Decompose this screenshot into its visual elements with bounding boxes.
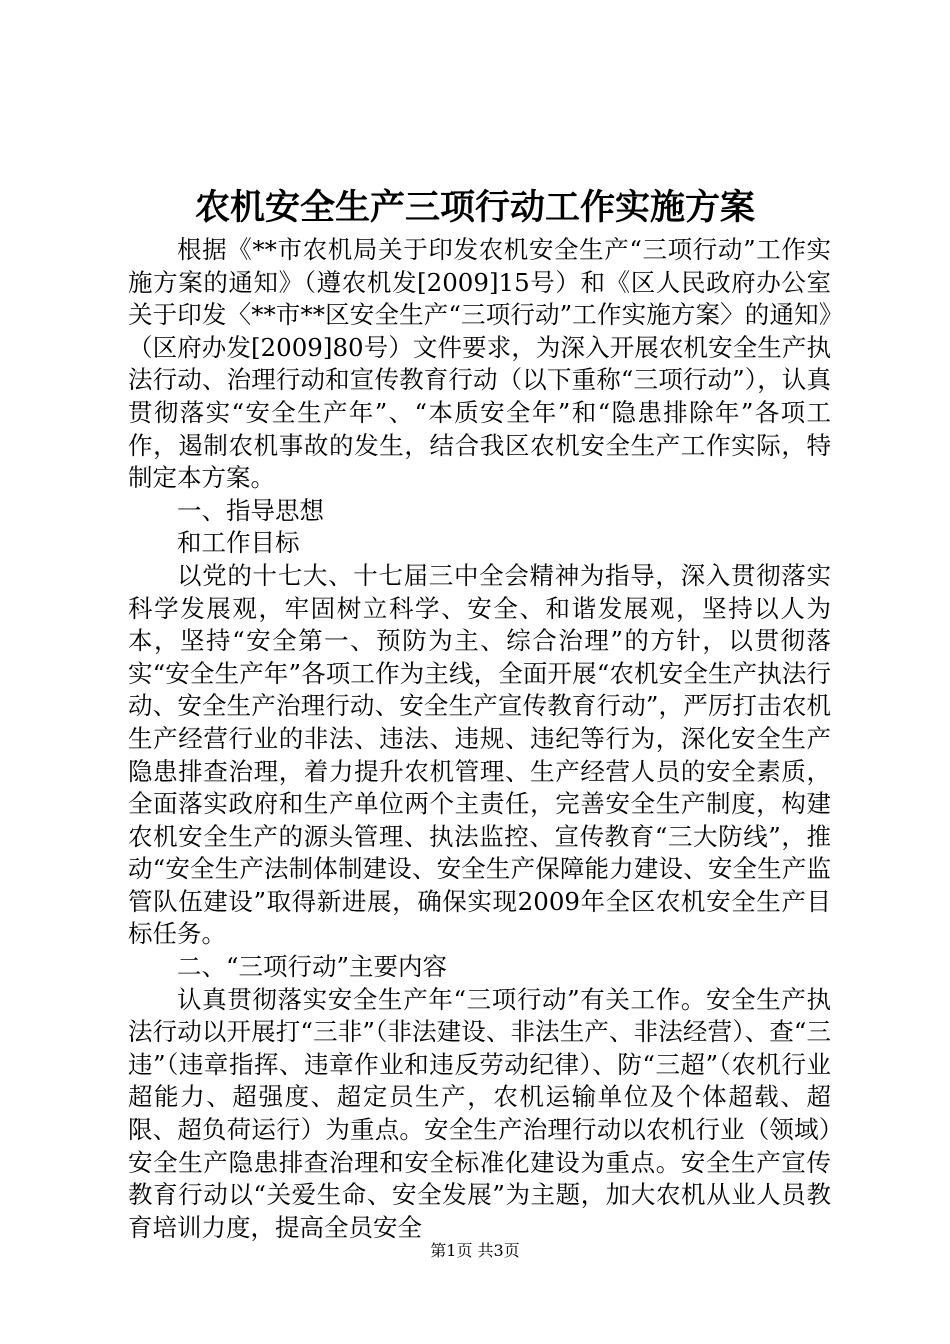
document-title: 农机安全生产三项行动工作实施方案 — [194, 187, 755, 228]
section-heading-1: 一、指导思想 — [177, 495, 324, 525]
paragraph-main-content: 认真贯彻落实安全生产年“三项行动”有关工作。安全生产执法行动以开展打“三非”（非法建设、非法生产、非法经营）、查“三违”（违章指挥、违章作业和违反劳动纪律）、防“三超”（农机行业超能力、超强度、超定员生产，农机运输单位及个体超载、超限、超负荷运行）为重点。安全生产治理行动以农机行业（领域）安全生产隐患排查治理和安全标准化建设为重点。安全生产宣传教育行动以“关爱生命、安全发展”为主题，加大农机从业人员教育培训力度，提高全员安全 — [128, 984, 831, 1242]
section-heading-2: 二、“三项行动”主要内容 — [177, 952, 448, 982]
paragraph-intro: 根据《**市农机局关于印发农机安全生产“三项行动”工作实施方案的通知》（遵农机发[2009]15号）和《区人民政府办公室关于印发〈**市**区安全生产“三项行动”工作实施方案〉的通知》（区府办发[2009]80号）文件要求，为深入开展农机安全生产执法行动、治理行动和宣传教育行动（以下重称“三项行动”），认真贯彻落实“安全生产年”、“本质安全年”和“隐患排除年”各项工作，遏制农机事故的发生，结合我区农机安全生产工作实际，特制定本方案。 — [128, 235, 831, 493]
paragraph-guiding-thought: 以党的十七大、十七届三中全会精神为指导，深入贯彻落实科学发展观，牢固树立科学、安全、和谐发展观，坚持以人为本，坚持“安全第一、预防为主、综合治理”的方针，以贯彻落实“安全生产年”各项工作为主线，全面开展“农机安全生产执法行动、安全生产治理行动、安全生产宣传教育行动”，严厉打击农机生产经营行业的非法、违法、违规、违纪等行为，深化安全生产隐患排查治理，着力提升农机管理、生产经营人员的安全素质，全面落实政府和生产单位两个主责任，完善安全生产制度，构建农机安全生产的源头管理、执法监控、宣传教育“三大防线”，推动“安全生产法制体制建设、安全生产保障能力建设、安全生产监管队伍建设”取得新进展，确保实现2009年全区农机安全生产目标任务。 — [128, 560, 831, 949]
document-body — [128, 234, 831, 1244]
section-heading-1-cont: 和工作目标 — [177, 528, 300, 558]
page-footer: 第1页 共3页 — [430, 1241, 520, 1260]
